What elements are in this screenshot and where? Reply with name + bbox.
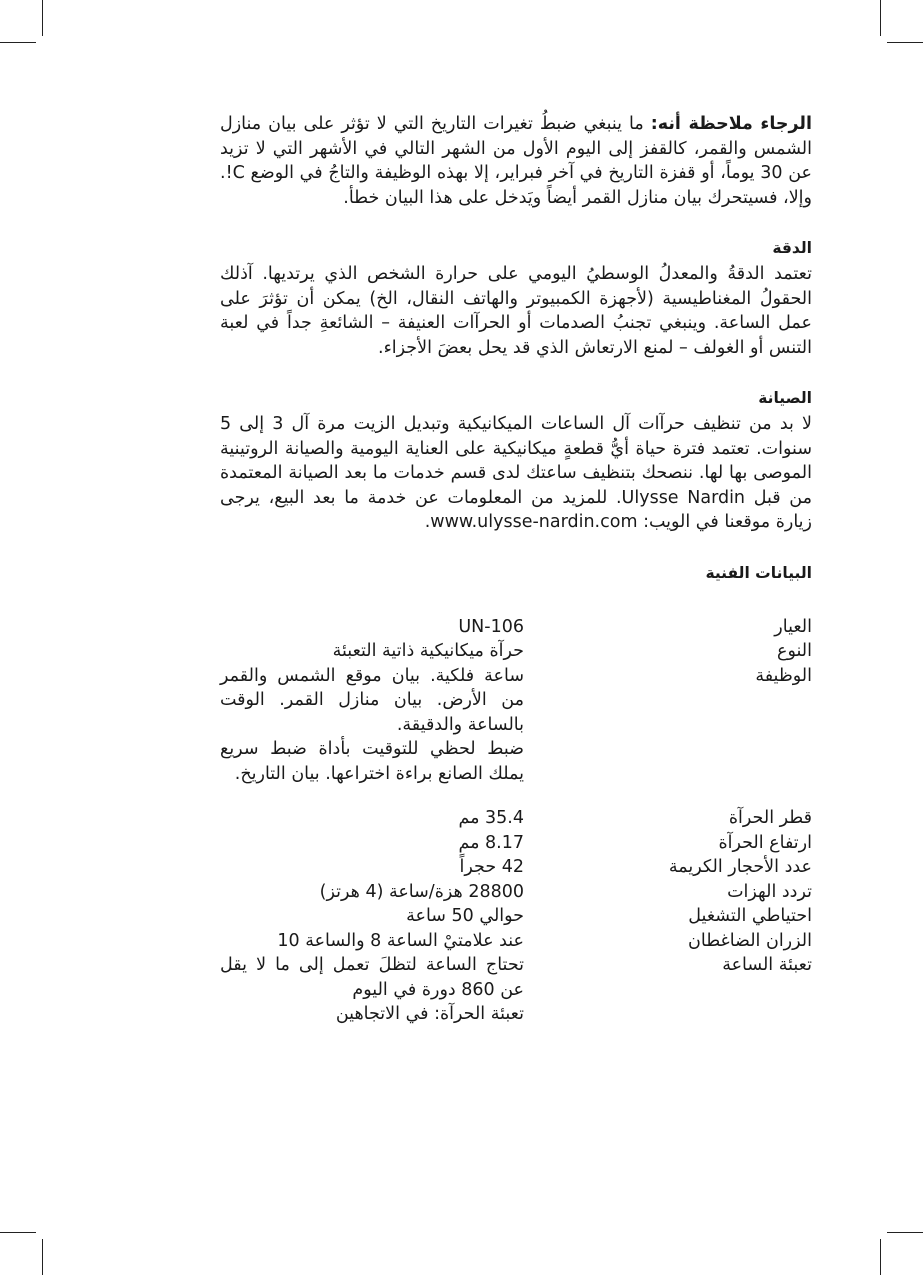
crop-mark bbox=[880, 1239, 881, 1275]
spec-value-line: حرآة ميكانيكية ذاتية التعبئة bbox=[332, 641, 524, 661]
spec-row bbox=[220, 615, 812, 640]
spec-label: احتياطي التشغيل bbox=[688, 906, 812, 926]
precision-section bbox=[220, 236, 812, 360]
note-lead: الرجاء ملاحظة أنه: bbox=[650, 114, 812, 134]
spec-row bbox=[220, 929, 812, 954]
crop-mark bbox=[0, 1232, 36, 1233]
note-section bbox=[220, 112, 812, 210]
precision-paragraph: تعتمد الدقةُ والمعدلُ الوسطيُ اليومي على حرارة الشخص الذي يرتديها. آذلك الحقولُ المغناطيسية (لأجهزة الكمبيوتر والهاتف النقال، الخ) يمكن أن تؤثرَ على عمل الساعة. وينبغي تجنبُ الصدمات أو الحرآات العنيفة – الشائعةِ جداً في لعبة التنس أو الغولف – لمنع الارتعاش الذي قد يحل بعضَ الأجزاء. bbox=[220, 264, 812, 358]
spec-row bbox=[220, 639, 812, 664]
spec-value-line: تحتاج الساعة لتظلَ تعمل إلى ما لا يقل عن 860 دورة في اليوم bbox=[220, 955, 524, 1000]
spec-label: الزران الضاغطان bbox=[688, 930, 812, 951]
spec-row bbox=[220, 806, 812, 831]
spacer bbox=[220, 786, 812, 806]
spec-value-line: تعبئة الحرآة: في الاتجاهين bbox=[335, 1004, 524, 1024]
spec-value-line: حوالي 50 ساعة bbox=[406, 906, 524, 926]
crop-mark bbox=[887, 42, 923, 43]
spec-label: العيار bbox=[774, 616, 812, 637]
crop-mark bbox=[42, 0, 43, 36]
spec-value bbox=[220, 880, 524, 905]
spec-label: تعبئة الساعة bbox=[722, 955, 812, 975]
note-paragraph bbox=[220, 112, 812, 210]
spec-value-line: 35.4 مم bbox=[458, 808, 524, 828]
spec-label: النوع bbox=[777, 641, 812, 661]
technical-heading: البيانات الفنية bbox=[705, 563, 812, 582]
document-body bbox=[220, 112, 812, 1027]
spec-value bbox=[220, 806, 524, 831]
maintenance-paragraph: لا بد من تنظيف حرآات آل الساعات الميكانيكية وتبديل الزيت مرة آل 3 إلى 5 سنوات. تعتمد فترة حياة أيُّ قطعةٍ ميكانيكية على العناية اليومية والصيانة الروتينية الموصى بها لها. ننصحك بتنظيف ساعتك لدى قسم خدمات ما بعد الصيانة المعتمدة من قبل Ulysse Nardin. للمزيد من المعلومات عن خدمة ما بعد البيع، يرجى زيارة موقعنا في الويب: www.ulysse-nardin.com. bbox=[220, 414, 813, 532]
spec-row bbox=[220, 831, 812, 856]
spec-value bbox=[220, 855, 524, 880]
maintenance-section bbox=[220, 386, 812, 535]
spec-value bbox=[220, 953, 524, 1027]
maintenance-heading: الصيانة bbox=[758, 389, 812, 407]
spec-value-line: 8.17 مم bbox=[458, 832, 524, 853]
spec-row bbox=[220, 855, 812, 880]
spec-label: قطر الحرآة bbox=[728, 808, 812, 828]
spec-label: الوظيفة bbox=[755, 665, 812, 686]
spec-row bbox=[220, 904, 812, 929]
spec-label: تردد الهزات bbox=[727, 881, 812, 902]
spec-value-line: UN-106 bbox=[458, 616, 524, 637]
spec-value-line: ساعة فلكية. بيان موقع الشمس والقمر من الأرض. بيان منازل القمر. الوقت بالساعة والدقيقة. bbox=[220, 665, 524, 735]
spec-value bbox=[220, 664, 524, 787]
crop-mark bbox=[42, 1239, 43, 1275]
spec-row bbox=[220, 953, 812, 1027]
technical-spec-table bbox=[220, 615, 812, 1027]
crop-mark bbox=[880, 0, 881, 36]
spec-value-line: ضبط لحظي للتوقيت بأداة ضبط سريع يملك الصانع براءة اختراعها. بيان التاريخ. bbox=[220, 739, 524, 784]
spec-row bbox=[220, 880, 812, 905]
spec-value bbox=[220, 615, 524, 640]
precision-heading: الدقة bbox=[772, 239, 812, 257]
spec-value bbox=[220, 639, 524, 664]
crop-mark bbox=[0, 42, 36, 43]
note-text: ما ينبغي ضبطُ تغيرات التاريخ التي لا تؤثر على بيان منازل الشمس والقمر، كالقفز إلى اليوم الأول من الشهر التالي في الأشهر التي لا تزيد عن 30 يوماً، أو قفزة التاريخ في آخر فبراير، إلا بهذه الوظيفة والتاجُ في الوضع C!. وإلا، فسيتحرك بيان منازل القمر أيضاً ويَدخل على هذا البيان خطأ. bbox=[220, 114, 812, 208]
spec-value-line: 42 حجراً bbox=[459, 857, 524, 877]
spec-row bbox=[220, 664, 812, 787]
spec-value bbox=[220, 904, 524, 929]
spec-value bbox=[220, 929, 524, 954]
crop-mark bbox=[887, 1232, 923, 1233]
spec-value bbox=[220, 831, 524, 856]
spec-label: ارتفاع الحرآة bbox=[718, 832, 812, 853]
spec-label: عدد الأحجار الكريمة bbox=[668, 857, 812, 877]
spec-value-line: 28800 هزة/ساعة (4 هرتز) bbox=[319, 881, 524, 902]
spec-value-line: عند علامتيْ الساعة 8 والساعة 10 bbox=[277, 930, 524, 951]
